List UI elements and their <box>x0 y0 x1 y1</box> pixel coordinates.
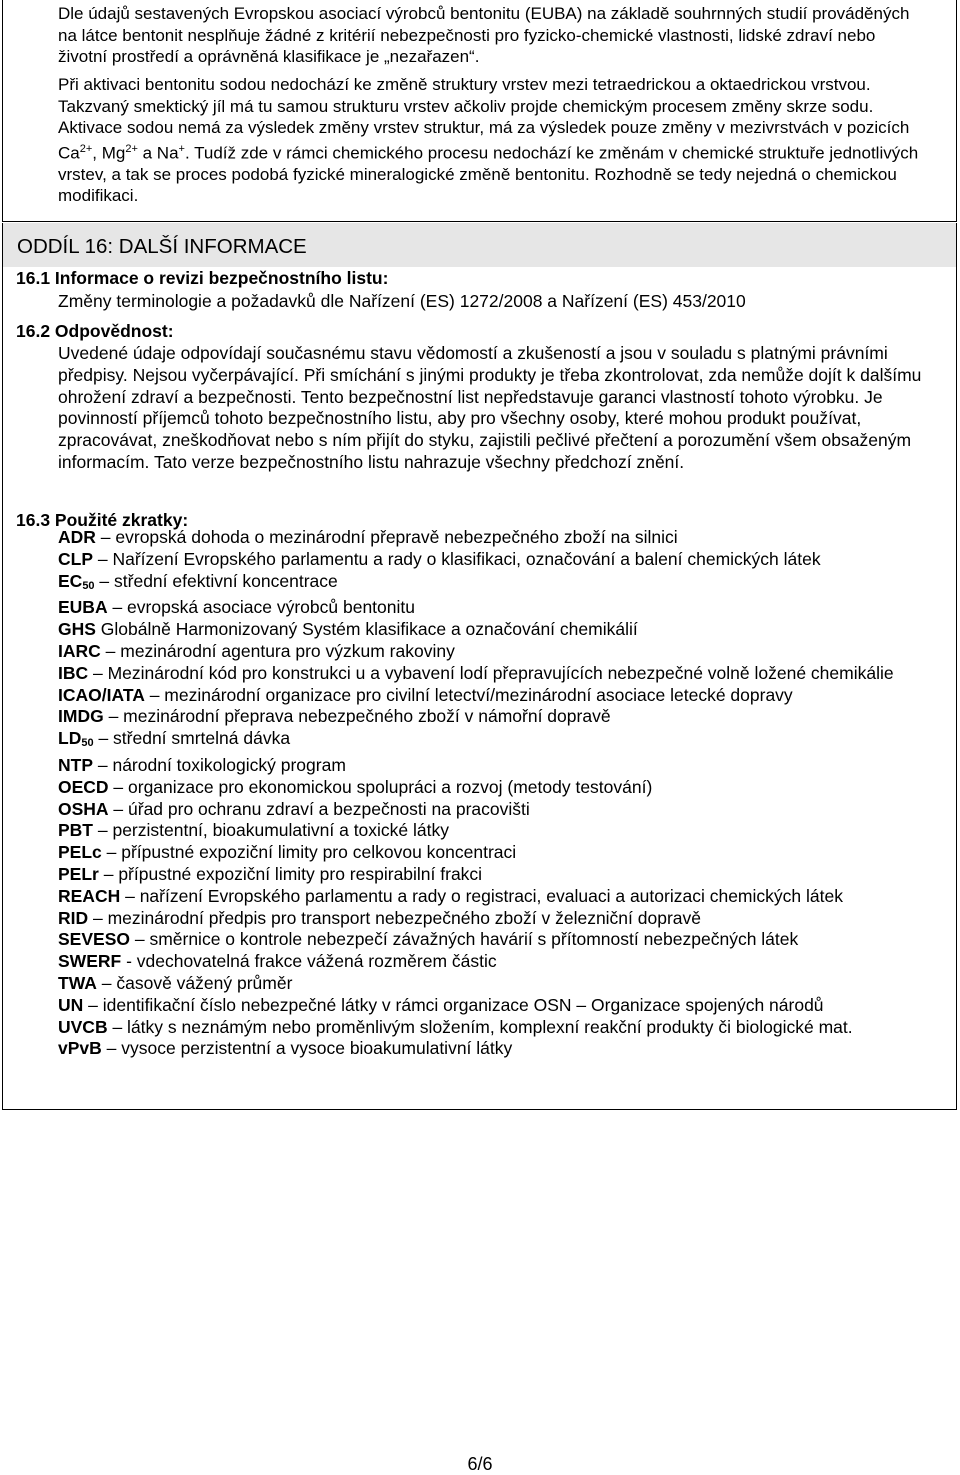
abbreviation-term: REACH <box>58 885 121 906</box>
abbreviation-item <box>58 527 942 549</box>
euba-paragraph: Dle údajů sestavených Evropskou asociací výrobců bentonitu (EUBA) na základě souhrnných studií prováděných na látce bentonit nesplňuje žádné z kritérií nebezpečnosti pro fyzicko-chemické vlastnosti, lidské zdraví nebo životní prostředí a oprávněná klasifikace je „nezařazen“. <box>58 4 910 66</box>
abbreviation-description: – nařízení Evropského parlamentu a rady o registraci, evaluaci a autorizaci chemických látek <box>120 885 843 906</box>
abbreviation-term: TWA <box>58 972 97 993</box>
abbreviation-description: – mezinárodní předpis pro transport nebezpečného zboží v železniční dopravě <box>88 907 702 928</box>
page-number: 6/6 <box>467 1454 493 1474</box>
abbreviation-item <box>58 995 942 1017</box>
abbreviations-heading: 16.3 Použité zkratky: <box>16 510 189 530</box>
abbreviation-term: IARC <box>58 640 101 661</box>
abbreviation-item <box>58 663 942 685</box>
section-16-header <box>2 223 957 267</box>
activation-text-a: Při aktivaci bentonitu sodou nedochází ke změně struktury vrstev mezi tetraedrickou a oktaedrickou vrstvou. Takzvaný smektický jíl má tu samou strukturu vrstev ačkoliv projde chemickým procesem změny skrze sodu. Aktivace sodou nemá za výsledek změny vrstev struktur, má za výsledek pouze změny v mezivrstvách v pozicích Ca <box>58 75 910 163</box>
abbreviation-description: – střední efektivní koncentrace <box>94 570 338 591</box>
abbreviation-item <box>58 886 942 908</box>
abbreviation-item <box>58 685 942 707</box>
abbreviation-item <box>58 571 942 598</box>
abbreviation-term: NTP <box>58 754 93 775</box>
na-charge: + <box>178 142 185 155</box>
abbreviation-term: UN <box>58 994 84 1015</box>
abbreviation-item <box>58 549 942 571</box>
abbreviation-term: SEVESO <box>58 929 130 950</box>
abbreviation-description: – Mezinárodní kód pro konstrukci u a vybavení lodí přepravujících nebezpečné volně ložené chemikálie <box>88 662 894 683</box>
mg-charge: 2+ <box>125 142 138 155</box>
abbreviation-description: – národní toxikologický program <box>93 754 346 775</box>
abbreviation-description: – přípustné expoziční limity pro celkovou koncentraci <box>101 842 517 863</box>
abbreviation-item <box>58 1038 942 1060</box>
abbreviation-term: IBC <box>58 662 89 683</box>
abbreviation-item <box>58 619 942 641</box>
abbreviation-term: SWERF <box>58 951 122 972</box>
abbreviation-term: EUBA <box>58 597 108 618</box>
abbreviation-item <box>58 777 942 799</box>
abbreviation-term: LD <box>58 728 82 749</box>
mg-label: , Mg <box>92 143 126 163</box>
abbreviation-term: OSHA <box>58 798 109 819</box>
abbreviation-description: – evropská asociace výrobců bentonitu <box>107 597 415 618</box>
abbreviation-item <box>58 908 942 930</box>
abbreviation-item <box>58 973 942 995</box>
activation-text-b: . Tudíž zde v rámci chemického procesu nedochází ke změnám v chemické struktuře jednotlivých vrstev, a tak se proces podobá fyzické mineralogické změně bentonitu. Rozhodně se tedy nejedná o chemickou modifikaci. <box>58 143 919 206</box>
abbreviation-item <box>58 728 942 755</box>
abbreviation-item <box>58 597 942 619</box>
abbreviation-term: UVCB <box>58 1016 108 1037</box>
abbreviation-description: – evropská dohoda o mezinárodní přepravě nebezpečného zboží na silnici <box>95 527 678 547</box>
abbreviation-term: PELc <box>58 842 102 863</box>
abbreviation-subscript: 50 <box>82 579 95 592</box>
abbreviations-list <box>58 527 942 1060</box>
ca-charge: 2+ <box>79 142 93 155</box>
abbreviation-term: PELr <box>58 863 99 884</box>
abbreviation-description: Globálně Harmonizovaný Systém klasifikace a označování chemikálií <box>95 619 638 640</box>
abbreviation-item <box>58 706 942 728</box>
abbreviation-term: vPvB <box>58 1038 102 1059</box>
abbreviation-description: – úřad pro ochranu zdraví a bezpečnosti na pracovišti <box>108 798 530 819</box>
abbreviation-description: – Nařízení Evropského parlamentu a rady o klasifikaci, označování a balení chemických látek <box>93 548 821 569</box>
abbreviation-term: PBT <box>58 820 93 841</box>
abbreviation-term: ICAO/IATA <box>58 684 145 705</box>
abbreviation-term: ADR <box>58 527 96 547</box>
revision-heading: 16.1 Informace o revizi bezpečnostního listu: <box>16 268 389 288</box>
abbreviation-description: – organizace pro ekonomickou spolupráci a rozvoj (metody testování) <box>108 776 653 797</box>
abbreviation-description: - vdechovatelná frakce vážená rozměrem částic <box>121 951 497 972</box>
abbreviation-item <box>58 951 942 973</box>
abbreviation-description: – látky s neznámým nebo proměnlivým složením, komplexní reakční produkty či biologické mat. <box>107 1016 853 1037</box>
abbreviation-item <box>58 820 942 842</box>
abbreviation-term: IMDG <box>58 706 104 727</box>
abbreviation-subscript: 50 <box>81 737 94 750</box>
abbreviation-description: – časově vážený průměr <box>96 972 293 993</box>
abbreviation-term: CLP <box>58 548 93 569</box>
abbreviation-description: – perzistentní, bioakumulativní a toxické látky <box>93 820 450 841</box>
abbreviation-description: – střední smrtelná dávka <box>93 728 291 749</box>
activation-paragraph <box>58 74 924 207</box>
section-title: ODDÍL 16: DALŠÍ INFORMACE <box>17 235 307 258</box>
abbreviation-term: OECD <box>58 776 109 797</box>
abbreviation-term: GHS <box>58 619 96 640</box>
abbreviation-description: – mezinárodní organizace pro civilní letectví/mezinárodní asociace letecké dopravy <box>144 684 793 705</box>
abbreviation-item <box>58 864 942 886</box>
revision-text: Změny terminologie a požadavků dle Nařízení (ES) 1272/2008 a Nařízení (ES) 453/2010 <box>58 291 746 311</box>
abbreviation-description: – směrnice o kontrole nebezpečí závažných havárií s přítomností nebezpečných látek <box>129 929 799 950</box>
responsibility-text: Uvedené údaje odpovídají současnému stavu vědomostí a zkušeností a jsou v souladu s platnými právními předpisy. Nejsou vyčerpávající. Při smíchání s jinými produkty je třeba zkontrolovat, zda nemůže dojít k dalšímu ohrožení zdraví a bezpečnosti. Tento bezpečnostní list nepředstavuje garanci vlastností tohoto výrobku. Je povinností příjemců tohoto bezpečnostního listu, aby pro všechny osoby, které mohou produkt používat, zpracovávat, zneškodňovat nebo s ním přijít do styku, zajistili pečlivé přečtení a porozumění všem obsaženým informacím. Tato verze bezpečnostního listu nahrazuje všechny předchozí znění. <box>58 343 922 472</box>
abbreviation-item <box>58 842 942 864</box>
abbreviation-term: EC <box>58 570 83 591</box>
abbreviation-description: – identifikační číslo nebezpečné látky v rámci organizace OSN – Organizace spojených národů <box>83 994 824 1015</box>
abbreviation-description: – vysoce perzistentní a vysoce bioakumulativní látky <box>101 1038 513 1059</box>
abbreviation-item <box>58 799 942 821</box>
abbreviation-term: RID <box>58 907 89 928</box>
abbreviation-item <box>58 755 942 777</box>
responsibility-heading: 16.2 Odpovědnost: <box>16 321 174 341</box>
abbreviation-description: – mezinárodní přeprava nebezpečného zboží v námořní dopravě <box>103 706 611 727</box>
abbreviation-description: – mezinárodní agentura pro výzkum rakoviny <box>100 640 455 661</box>
na-label: a Na <box>137 143 179 163</box>
abbreviation-item <box>58 929 942 951</box>
abbreviation-description: – přípustné expoziční limity pro respirabilní frakci <box>98 863 483 884</box>
abbreviation-item <box>58 641 942 663</box>
abbreviation-item <box>58 1017 942 1039</box>
